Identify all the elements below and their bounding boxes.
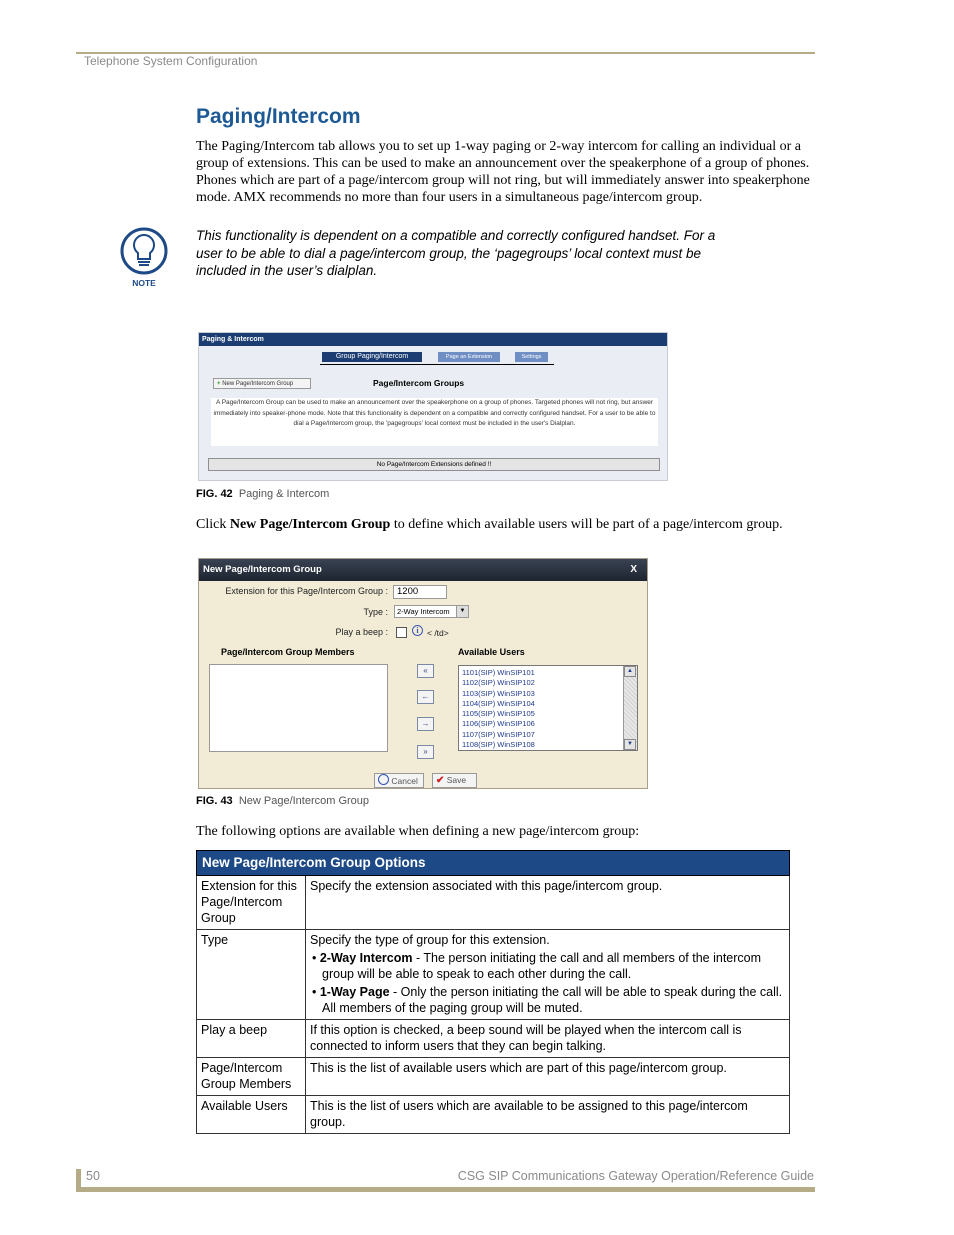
type-intro: Specify the type of group for this extension. [310,933,550,947]
bullet-two-way-bold: 2-Way Intercom [319,951,413,965]
extension-label: Extension for this Page/Intercom Group : [225,586,388,596]
running-header: Telephone System Configuration [84,54,258,68]
footer-rule [76,1187,815,1192]
option-description: If this option is checked, a beep sound will be played when the intercom call is connected to inform users that they can begin talking. [306,1020,790,1058]
user-item[interactable]: 1105(SIP) WinSIP105 [462,709,535,719]
move-right-button[interactable]: → [417,717,434,731]
checkmark-icon: ✔ [436,775,445,786]
option-name: Play a beep [197,1020,306,1058]
move-all-left-button[interactable]: « [417,664,434,678]
figure-43-text: New Page/Intercom Group [238,795,370,807]
option-name: Extension for this Page/Intercom Group [197,876,306,930]
user-item[interactable]: 1106(SIP) WinSIP106 [462,719,535,729]
type-label: Type : [363,607,388,617]
move-all-right-button[interactable]: » [417,745,434,759]
bullet-one-way: • 1-Way Page - Only the person initiating the call will be able to speak during the call. All members of the paging group will be muted. [312,985,783,1015]
new-group-label: New Page/Intercom Group [222,381,294,387]
table-row [197,1020,790,1058]
click-instruction [196,517,783,533]
dialog-title-bar: New Page/Intercom Group [199,559,647,581]
type-select[interactable] [394,605,469,618]
figure-42-label: FIG. 42 [196,488,233,500]
tab-group-paging[interactable]: Group Paging/Intercom [322,352,422,362]
table-row [197,1096,790,1134]
option-name: Available Users [197,1096,306,1134]
scroll-down-icon[interactable]: ▼ [624,739,636,750]
intro-paragraph: The Paging/Intercom tab allows you to set up 1-way paging or 2-way intercom for calling an individual or a group of extensions. This can be used to make an announcement over the speakerphone of a group of phones. Phones which are part of a page/intercom group will not ring, but will immediately answer into speakerphone mode. AMX recommends no more than four users in a simultaneous page/intercom group. [196,139,810,205]
figure-42-text: Paging & Intercom [238,488,330,500]
members-list[interactable] [209,664,388,752]
figure-43-caption [196,795,369,807]
click-after: to define which available users will be part of a page/intercom group. [390,517,783,532]
guide-title: CSG SIP Communications Gateway Operation/Reference Guide [457,1169,814,1183]
click-before: Click [196,517,230,532]
plus-icon: + [217,381,221,387]
beep-checkbox[interactable] [396,627,407,638]
close-icon[interactable]: X [630,564,637,575]
page-number: 50 [86,1169,100,1183]
tab-page-extension[interactable]: Page an Extension [438,352,500,362]
note-lightbulb-icon [119,226,169,292]
cancel-icon [378,774,389,785]
available-heading: Available Users [458,647,525,657]
figure-43-label: FIG. 43 [196,795,233,807]
beep-label: Play a beep : [335,627,388,637]
user-item[interactable]: 1107(SIP) WinSIP107 [462,729,535,739]
scroll-up-icon[interactable]: ▲ [624,666,636,677]
members-heading: Page/Intercom Group Members [221,647,355,657]
user-item[interactable]: 1102(SIP) WinSIP102 [462,678,535,688]
type-value: 2-Way Intercom [397,607,450,616]
paging-intercom-screenshot [198,332,668,481]
option-description: This is the list of available users which are part of this page/intercom group. [306,1058,790,1096]
bullet-two-way: • 2-Way Intercom - The person initiating the call and all members of the intercom group will be able to speak to each other during the call. [312,951,762,981]
bullet-two-way-text: - The person initiating the call and all members of the intercom group will be able to speak to each other during the call. [322,951,762,981]
table-row [197,1058,790,1096]
save-button[interactable] [432,773,477,788]
groups-description: A Page/Intercom Group can be used to make an announcement over the speakerphone on a group of phones. Targeted phones will not ring, but answer immediately into speaker-phone mode. Note that this functionality is dependent on a compatible and correctly configured handset. For a user to be able to dial a Page/Intercom group, the 'pagegroups' local context must be included in the user's Dialplan. [211,398,658,446]
empty-message: No Page/Intercom Extensions defined !! [208,458,660,471]
cancel-button[interactable] [374,773,424,788]
available-users-list[interactable] [458,665,638,751]
option-description [306,930,790,1020]
extension-input[interactable]: 1200 [393,585,447,599]
table-row [197,876,790,930]
option-name: Page/Intercom Group Members [197,1058,306,1096]
bullet-one-way-text: - Only the person initiating the call will be able to speak during the call. All members of the paging group will be muted. [322,985,783,1015]
click-bold: New Page/Intercom Group [229,517,391,532]
option-description: This is the list of users which are available to be assigned to this page/intercom group. [306,1096,790,1134]
note-label: NOTE [132,278,156,288]
panel-title-bar: Paging & Intercom [199,333,667,346]
table-row [197,930,790,1020]
options-table-header: New Page/Intercom Group Options [197,851,790,876]
options-table [196,850,790,1134]
options-intro: The following options are available when defining a new page/intercom group: [196,824,640,839]
user-item[interactable]: 1101(SIP) WinSIP101 [462,668,535,677]
beep-extra-text: < /td> [427,628,449,638]
new-group-button[interactable] [213,378,311,389]
save-label: Save [446,775,467,785]
tab-settings[interactable]: Settings [515,352,548,362]
user-item[interactable]: 1104(SIP) WinSIP104 [462,698,535,708]
option-description: Specify the extension associated with this page/intercom group. [306,876,790,930]
bullet-one-way-bold: 1-Way Page [319,985,390,999]
user-item[interactable]: 1108(SIP) WinSIP108 [462,740,535,750]
info-icon[interactable]: i [412,625,423,636]
note-text: This functionality is dependent on a compatible and correctly configured handset. For a user to be able to dial a page/intercom group, the ‘pagegroups’ local context must be included in the user’s dialplan. [196,228,716,278]
groups-title: Page/Intercom Groups [373,378,465,388]
cancel-label: Cancel [391,776,418,786]
page-title: Paging/Intercom [196,105,361,128]
user-item[interactable]: 1103(SIP) WinSIP103 [462,688,535,698]
users-scrollbar[interactable] [623,666,637,750]
new-group-dialog [198,558,648,789]
chevron-down-icon: ▼ [456,606,468,617]
tab-underline [320,364,554,365]
figure-42-caption [196,488,329,500]
move-left-button[interactable]: ← [417,690,434,704]
option-name: Type [197,930,306,1020]
